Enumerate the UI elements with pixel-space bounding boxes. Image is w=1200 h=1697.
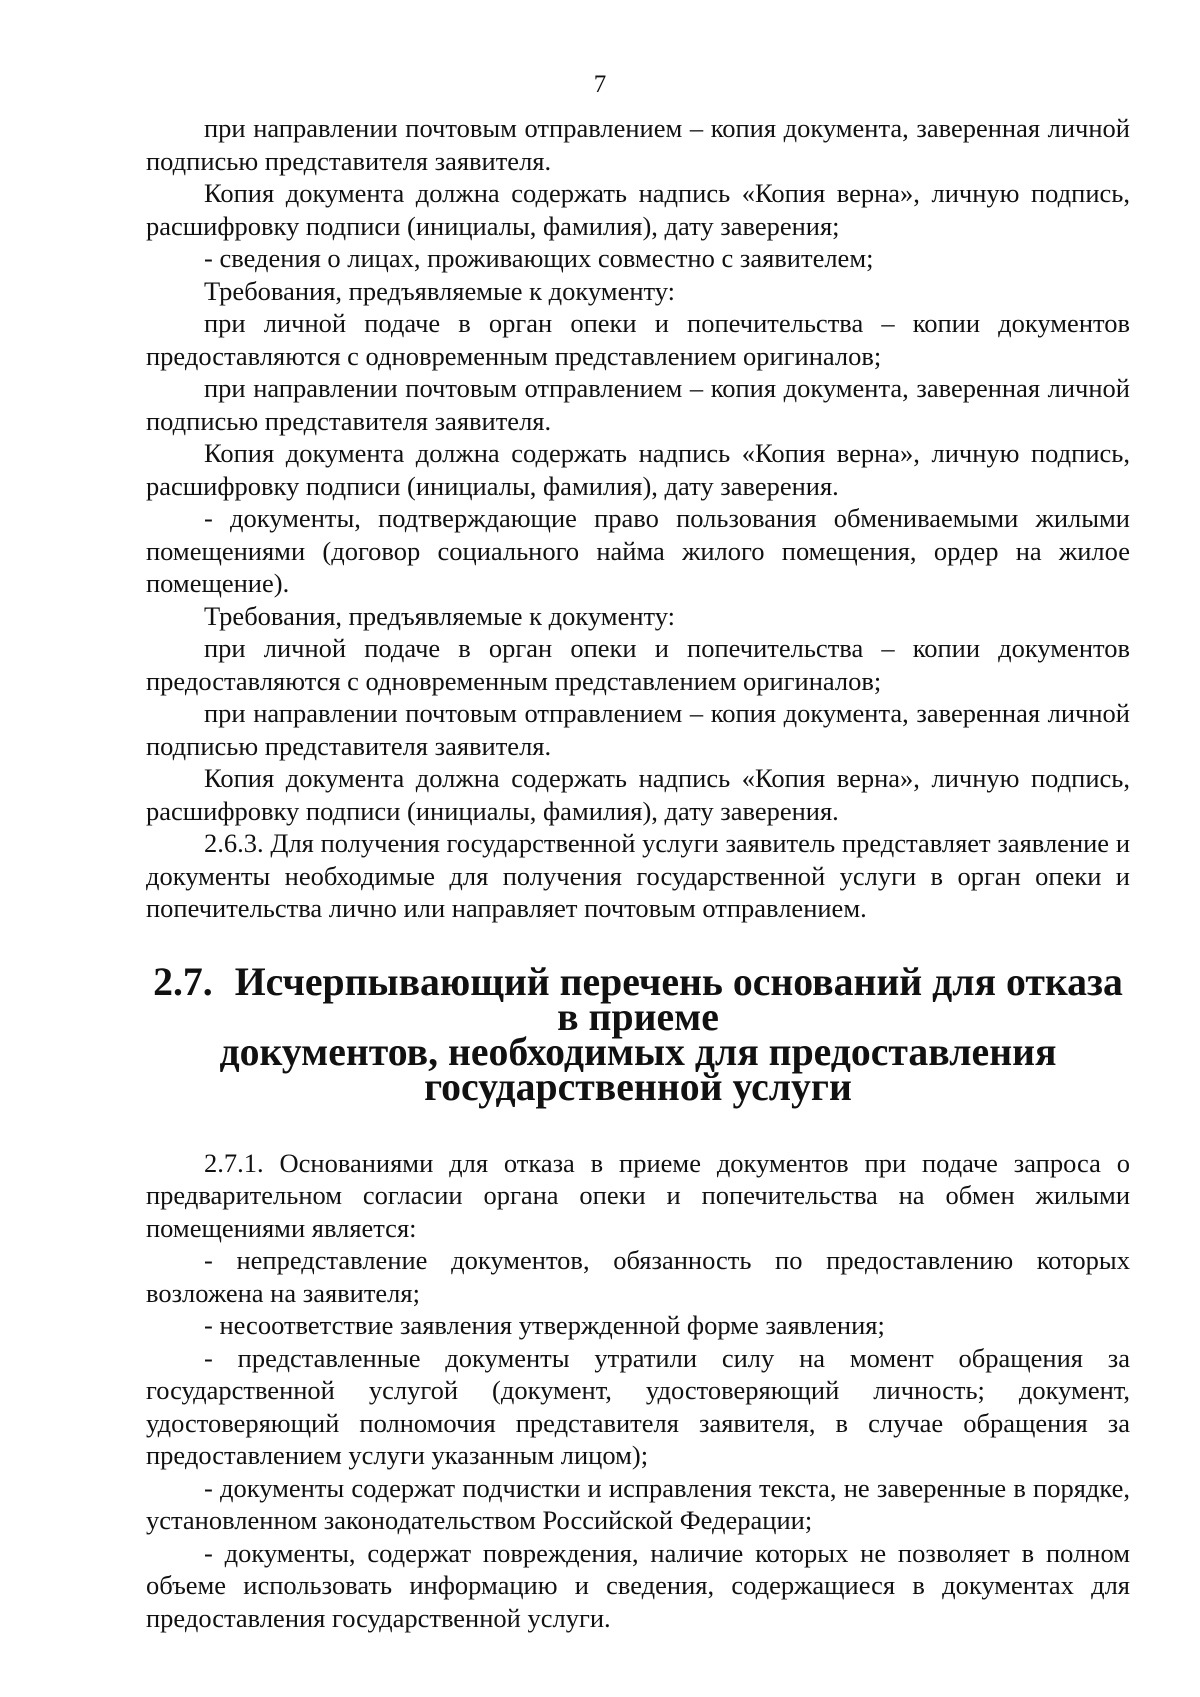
paragraph: - сведения о лицах, проживающих совместно с заявителем;	[204, 243, 874, 273]
paragraph: - документы, содержат повреждения, наличие которых не позволяет в полном объеме использовать информацию и сведения, содержащиеся в документах для предоставления государственной услуги.	[146, 1537, 1130, 1633]
paragraph: при направлении почтовым отправлением – копия документа, заверенная личной подписью представителя заявителя.	[146, 373, 1130, 436]
paragraph: - представленные документы утратили силу на момент обращения за государственной услугой (документ, удостоверяющий личность; документ, удостоверяющий полномочия представителя заявителя, в случае обращения за предоставлением услуги указанным лицом);	[146, 1342, 1130, 1470]
paragraph: 2.7.1. Основаниями для отказа в приеме документов при подаче запроса о предварительном согласии органа опеки и попечительства на обмен жилыми помещениями является:	[146, 1147, 1130, 1243]
section-heading-line2: документов, необходимых для предоставления государственной услуги	[219, 1029, 1057, 1109]
paragraph: 2.6.3. Для получения государственной услуги заявитель представляет заявление и документы необходимые для получения государственной услуги в орган опеки и попечительства лично или направляет почтовым отправлением.	[146, 828, 1130, 923]
section-heading	[146, 959, 1130, 1109]
paragraph: - документы, подтверждающие право пользования обмениваемыми жилыми помещениями (договор социального найма жилого помещения, ордер на жилое помещение).	[146, 503, 1130, 598]
paragraph: Требования, предъявляемые к документу:	[204, 600, 676, 631]
paragraph: - документы содержат подчистки и исправления текста, не заверенные в порядке, установленном законодательством Российской Федерации;	[146, 1472, 1130, 1535]
page-number: 7	[593, 71, 607, 98]
paragraph: при личной подаче в орган опеки и попечительства – копии документов предоставляются с одновременным представлением оригиналов;	[146, 308, 1130, 371]
paragraph: Копия документа должна содержать надпись «Копия верна», личную подпись, расшифровку подписи (инициалы, фамилия), дату заверения;	[146, 178, 1130, 241]
paragraph: - непредставление документов, обязанность по предоставлению которых возложена на заявителя;	[146, 1245, 1130, 1308]
paragraph: Копия документа должна содержать надпись «Копия верна», личную подпись, расшифровку подписи (инициалы, фамилия), дату заверения.	[146, 763, 1130, 826]
paragraph: - несоответствие заявления утвержденной форме заявления;	[204, 1310, 885, 1340]
paragraph: Копия документа должна содержать надпись «Копия верна», личную подпись, расшифровку подписи (инициалы, фамилия), дату заверения.	[146, 438, 1130, 501]
document-body	[146, 112, 1130, 1634]
section-number: 2.7.	[153, 959, 213, 1004]
paragraph: Требования, предъявляемые к документу:	[204, 275, 676, 306]
paragraph: при личной подаче в орган опеки и попечительства – копии документов предоставляются с одновременным представлением оригиналов;	[146, 633, 1130, 696]
section-heading-line1: Исчерпывающий перечень оснований для отказа в приеме	[234, 959, 1123, 1039]
paragraph: при направлении почтовым отправлением – копия документа, заверенная личной подписью представителя заявителя.	[146, 698, 1130, 761]
paragraph: при направлении почтовым отправлением – копия документа, заверенная личной подписью представителя заявителя.	[146, 113, 1130, 176]
